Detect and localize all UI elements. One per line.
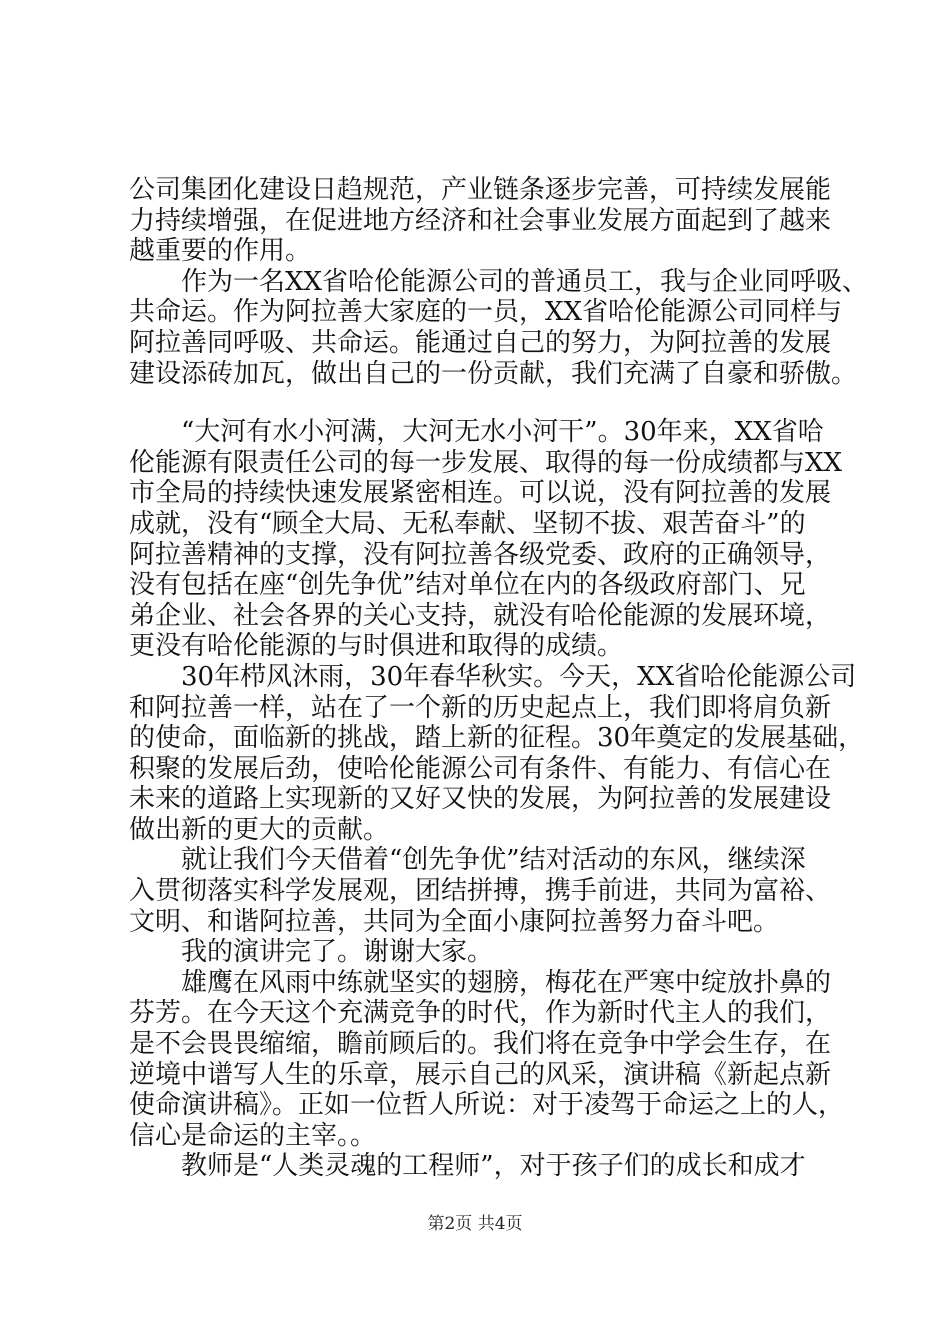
text-line: 雄鹰在风雨中练就坚实的翅膀，梅花在严寒中绽放扑鼻的: [129, 967, 832, 998]
text-line: 伦能源有限责任公司的每一步发展、取得的每一份成绩都与XX: [129, 447, 843, 478]
text-line: 弟企业、社会各界的关心支持，就没有哈伦能源的发展环境，: [129, 600, 832, 631]
text-line: 阿拉善同呼吸、共命运。能通过自己的努力，为阿拉善的发展: [129, 327, 832, 358]
text-line: 共命运。作为阿拉善大家庭的一员，XX省哈伦能源公司同样与: [129, 297, 843, 328]
text-line: 成就，没有“顾全大局、无私奉献、坚韧不拔、艰苦奋斗”的: [129, 508, 806, 539]
text-line: 更没有哈伦能源的与时俱进和取得的成绩。: [129, 631, 624, 662]
text-line: 文明、和谐阿拉善，共同为全面小康阿拉善努力奋斗吧。: [129, 906, 780, 937]
text-line: 逆境中谱写人生的乐章，展示自己的风采，演讲稿《新起点新: [129, 1059, 832, 1090]
document-body: [129, 175, 869, 1182]
text-line: 我的演讲完了。谢谢大家。: [129, 937, 494, 968]
text-line: “大河有水小河满，大河无水小河干”。30年来，XX省哈: [129, 417, 824, 448]
text-line: 积聚的发展后劲，使哈伦能源公司有条件、有能力、有信心在: [129, 753, 832, 784]
text-line: 市全局的持续快速发展紧密相连。可以说，没有阿拉善的发展: [129, 478, 832, 509]
text-line: 和阿拉善一样，站在了一个新的历史起点上，我们即将肩负新: [129, 692, 832, 723]
text-line: 未来的道路上实现新的又好又快的发展，为阿拉善的发展建设: [129, 784, 832, 815]
text-line: 公司集团化建设日趋规范，产业链条逐步完善，可持续发展能: [129, 175, 832, 205]
text-line: 建设添砖加瓦，做出自己的一份贡献，我们充满了自豪和骄傲。: [129, 358, 858, 389]
text-line: 芬芳。在今天这个充满竞争的时代，作为新时代主人的我们，: [129, 998, 832, 1029]
page-number: 第2页 共4页: [427, 1214, 523, 1234]
text-line: 就让我们今天借着“创先争优”结对活动的东风，继续深: [129, 845, 806, 876]
text-line: 30年栉风沐雨，30年春华秋实。今天，XX省哈伦能源公司: [129, 661, 857, 692]
text-line: 是不会畏畏缩缩，瞻前顾后的。我们将在竞争中学会生存，在: [129, 1029, 832, 1060]
text-line: 信心是命运的主宰。。: [129, 1120, 377, 1151]
text-line: 做出新的更大的贡献。: [129, 814, 390, 845]
text-line: 越重要的作用。: [129, 236, 312, 267]
text-line: 没有包括在座“创先争优”结对单位在内的各级政府部门、兄: [129, 570, 806, 601]
paragraph-gap: [129, 389, 829, 417]
text-line: 使命演讲稿》。正如一位哲人所说：对于凌驾于命运之上的人，: [129, 1090, 845, 1121]
text-line: 力持续增强，在促进地方经济和社会事业发展方面起到了越来: [129, 205, 832, 236]
page-footer: [0, 1214, 950, 1234]
text-line: 教师是“人类灵魂的工程师”，对于孩子们的成长和成才: [129, 1151, 806, 1182]
text-line: 作为一名XX省哈伦能源公司的普通员工，我与企业同呼吸、: [129, 266, 869, 297]
text-line: 阿拉善精神的支撑，没有阿拉善各级党委、政府的正确领导，: [129, 539, 832, 570]
text-line: 入贯彻落实科学发展观，团结拼搏，携手前进，共同为富裕、: [129, 876, 832, 907]
text-line: 的使命，面临新的挑战，踏上新的征程。30年奠定的发展基础，: [129, 723, 865, 754]
